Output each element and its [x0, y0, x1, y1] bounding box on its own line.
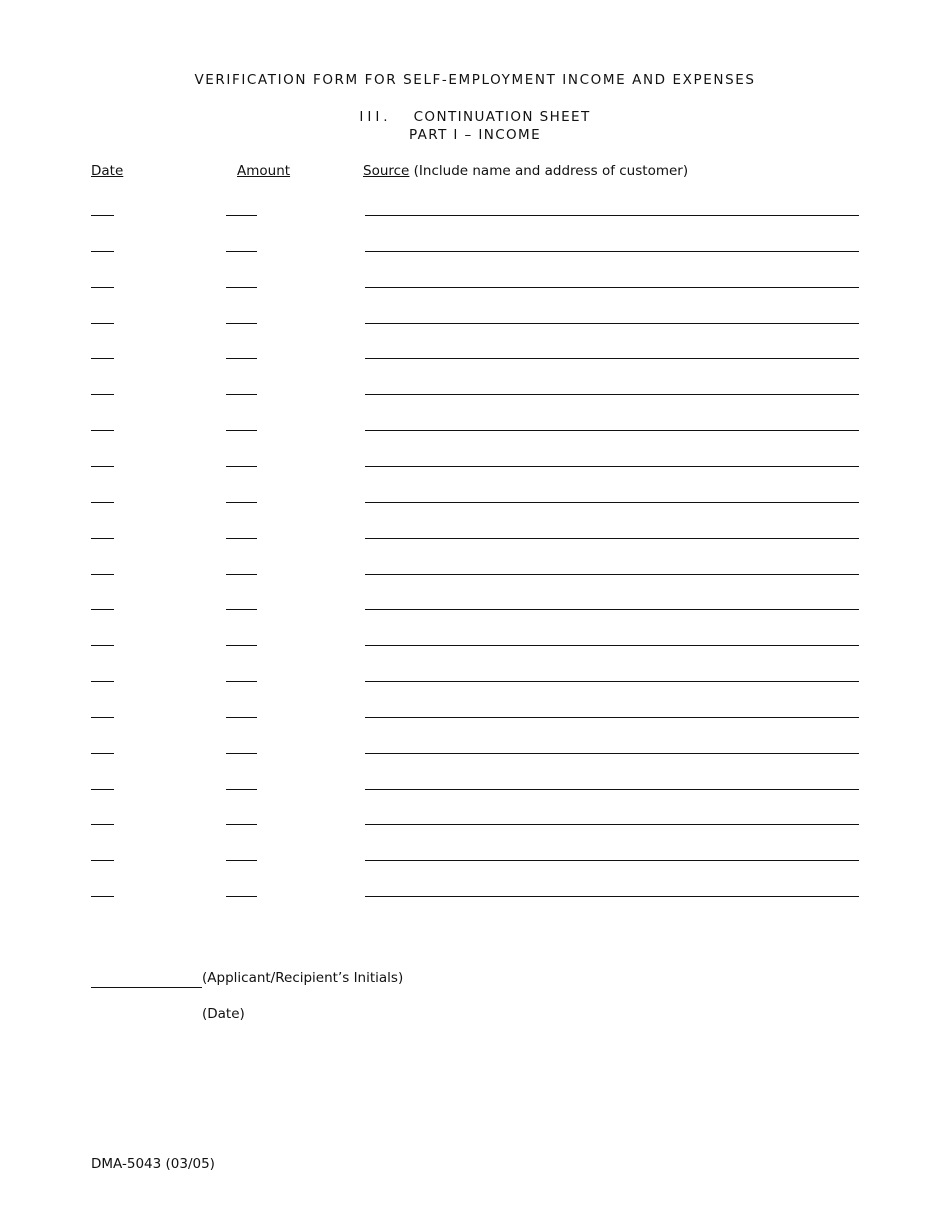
- amount-field[interactable]: [226, 681, 257, 682]
- initials-label: (Applicant/Recipient’s Initials): [202, 970, 404, 986]
- source-field[interactable]: [365, 824, 859, 825]
- source-field[interactable]: [365, 538, 859, 539]
- source-field[interactable]: [365, 323, 859, 324]
- date-field[interactable]: [91, 681, 114, 682]
- date-field[interactable]: [91, 358, 114, 359]
- table-row: [0, 824, 950, 825]
- table-row: [0, 251, 950, 252]
- table-row: [0, 860, 950, 861]
- date-field[interactable]: [91, 323, 114, 324]
- source-field[interactable]: [365, 394, 859, 395]
- amount-field[interactable]: [226, 538, 257, 539]
- table-row: [0, 287, 950, 288]
- amount-field[interactable]: [226, 824, 257, 825]
- table-row: [0, 323, 950, 324]
- source-field[interactable]: [365, 860, 859, 861]
- date-field[interactable]: [91, 789, 114, 790]
- form-number: DMA-5043 (03/05): [91, 1156, 215, 1172]
- date-field[interactable]: [91, 466, 114, 467]
- section-heading: [0, 109, 950, 125]
- date-field[interactable]: [91, 502, 114, 503]
- source-field[interactable]: [365, 789, 859, 790]
- table-row: [0, 215, 950, 216]
- table-row: [0, 896, 950, 897]
- table-row: [0, 394, 950, 395]
- amount-field[interactable]: [226, 860, 257, 861]
- table-row: [0, 574, 950, 575]
- source-field[interactable]: [365, 251, 859, 252]
- source-field[interactable]: [365, 358, 859, 359]
- date-field[interactable]: [91, 574, 114, 575]
- date-field[interactable]: [91, 717, 114, 718]
- date-field[interactable]: [91, 753, 114, 754]
- date-field[interactable]: [91, 860, 114, 861]
- table-row: [0, 789, 950, 790]
- table-row: [0, 538, 950, 539]
- amount-field[interactable]: [226, 896, 257, 897]
- table-row: [0, 502, 950, 503]
- table-row: [0, 753, 950, 754]
- initials-field[interactable]: [91, 987, 202, 988]
- date-field[interactable]: [91, 215, 114, 216]
- table-row: [0, 681, 950, 682]
- source-field[interactable]: [365, 502, 859, 503]
- source-field[interactable]: [365, 609, 859, 610]
- amount-field[interactable]: [226, 430, 257, 431]
- source-field[interactable]: [365, 717, 859, 718]
- table-row: [0, 430, 950, 431]
- date-field[interactable]: [91, 824, 114, 825]
- date-field[interactable]: [91, 251, 114, 252]
- date-field[interactable]: [91, 287, 114, 288]
- part-heading: PART I – INCOME: [408, 127, 542, 143]
- table-row: [0, 466, 950, 467]
- date-field[interactable]: [91, 609, 114, 610]
- table-row: [0, 717, 950, 718]
- amount-field[interactable]: [226, 574, 257, 575]
- date-field[interactable]: [91, 394, 114, 395]
- amount-field[interactable]: [226, 287, 257, 288]
- amount-field[interactable]: [226, 789, 257, 790]
- date-field[interactable]: [91, 538, 114, 539]
- source-field[interactable]: [365, 287, 859, 288]
- source-field[interactable]: [365, 215, 859, 216]
- table-row: [0, 609, 950, 610]
- amount-field[interactable]: [226, 502, 257, 503]
- column-header-date: Date: [91, 163, 124, 179]
- date-field[interactable]: [91, 430, 114, 431]
- section-number: III.: [359, 109, 392, 125]
- date-field[interactable]: [91, 896, 114, 897]
- source-field[interactable]: [365, 466, 859, 467]
- source-field[interactable]: [365, 645, 859, 646]
- source-field[interactable]: [365, 574, 859, 575]
- amount-field[interactable]: [226, 645, 257, 646]
- amount-field[interactable]: [226, 717, 257, 718]
- date-label: (Date): [202, 1006, 245, 1022]
- amount-field[interactable]: [226, 323, 257, 324]
- amount-field[interactable]: [226, 394, 257, 395]
- amount-field[interactable]: [226, 609, 257, 610]
- section-title: CONTINUATION SHEET: [413, 109, 591, 125]
- column-header-amount: Amount: [237, 163, 291, 179]
- table-row: [0, 358, 950, 359]
- form-title: VERIFICATION FORM FOR SELF-EMPLOYMENT INCOME AND EXPENSES: [194, 72, 756, 88]
- amount-field[interactable]: [226, 215, 257, 216]
- amount-field[interactable]: [226, 753, 257, 754]
- source-field[interactable]: [365, 430, 859, 431]
- date-field[interactable]: [91, 645, 114, 646]
- amount-field[interactable]: [226, 358, 257, 359]
- source-field[interactable]: [365, 896, 859, 897]
- source-field[interactable]: [365, 753, 859, 754]
- source-field[interactable]: [365, 681, 859, 682]
- amount-field[interactable]: [226, 466, 257, 467]
- column-header-source: Source (Include name and address of customer): [363, 163, 689, 179]
- table-row: [0, 645, 950, 646]
- amount-field[interactable]: [226, 251, 257, 252]
